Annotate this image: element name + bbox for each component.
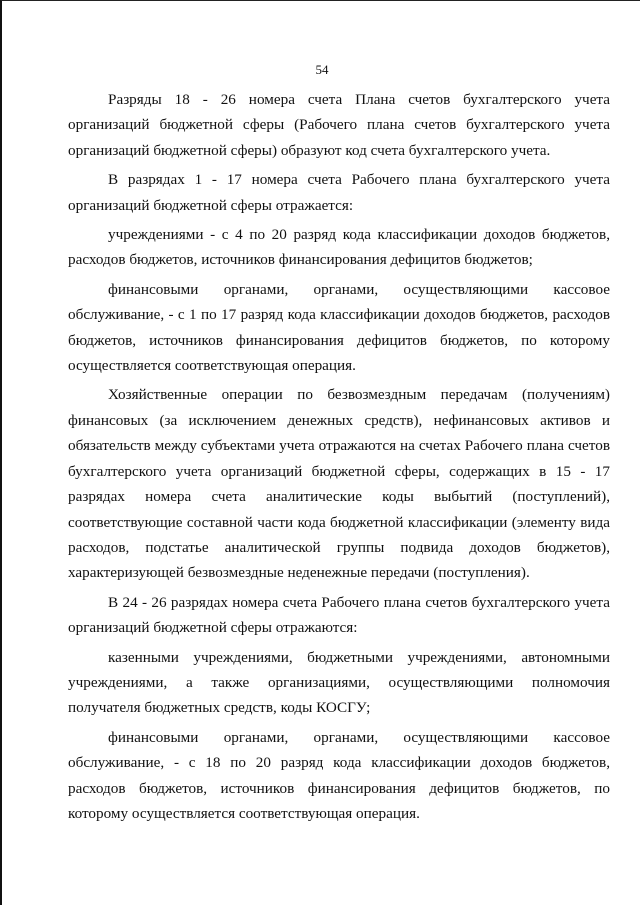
paragraph-financial-bodies-18-20: финансовыми органами, органами, осуществляющими кассовое обслуживание, - с 18 по 20 разряд кода классификации доходов бюджетов, расходов бюджетов, источников финансирования дефицитов бюджетов, по которому осуществляется соответствующая операция. (68, 728, 610, 822)
paragraph-digits-24-26-intro: В 24 - 26 разрядах номера счета Рабочего плана счетов бухгалтерского учета организаций бюджетной сферы отражаются: (68, 593, 610, 637)
paragraph-digits-1-17-intro: В разрядах 1 - 17 номера счета Рабочего плана бухгалтерского учета организаций бюджетной сферы отражается: (68, 171, 610, 214)
paragraph-kosgu-codes: казенными учреждениями, бюджетными учреждениями, автономными учреждениями, а также организациями, осуществляющими полномочия получателя бюджетных средств, коды КОСГУ; (68, 648, 610, 717)
paragraph-gratuitous-transfers: Хозяйственные операции по безвозмездным передачам (получениям) финансовых (за исключением денежных средств), нефинансовых активов и обязательств между субъектами учета отражаются на счетах Рабочего плана счетов бухгалтерского учета организаций бюджетной сферы, содержащих в 15 - 17 разрядах номера счета аналитические коды выбытий (поступлений), соответствующие составной части кода бюджетной классификации (элементу вида расходов, подстатье аналитической группы подвида доходов бюджетов), характеризующей безвозмездные неденежные передачи (поступления). (68, 386, 610, 582)
paragraph-account-code: Разряды 18 - 26 номера счета Плана счетов бухгалтерского учета организаций бюджетной сферы (Рабочего плана счетов бухгалтерского учета организаций бюджетной сферы) образуют код счета бухгалтерского учета. (68, 91, 610, 159)
document-body (68, 87, 610, 830)
paragraph-institutions-4-20: учреждениями - с 4 по 20 разряд кода классификации доходов бюджетов, расходов бюджетов, источников финансирования дефицитов бюджетов; (68, 226, 610, 269)
page-number: 54 (315, 62, 329, 77)
paragraph-financial-bodies-1-17: финансовыми органами, органами, осуществляющими кассовое обслуживание, - с 1 по 17 разряд кода классификации доходов бюджетов, расходов бюджетов, источников финансирования дефицитов бюджетов, по которому осуществляется соответствующая операция. (68, 280, 610, 375)
